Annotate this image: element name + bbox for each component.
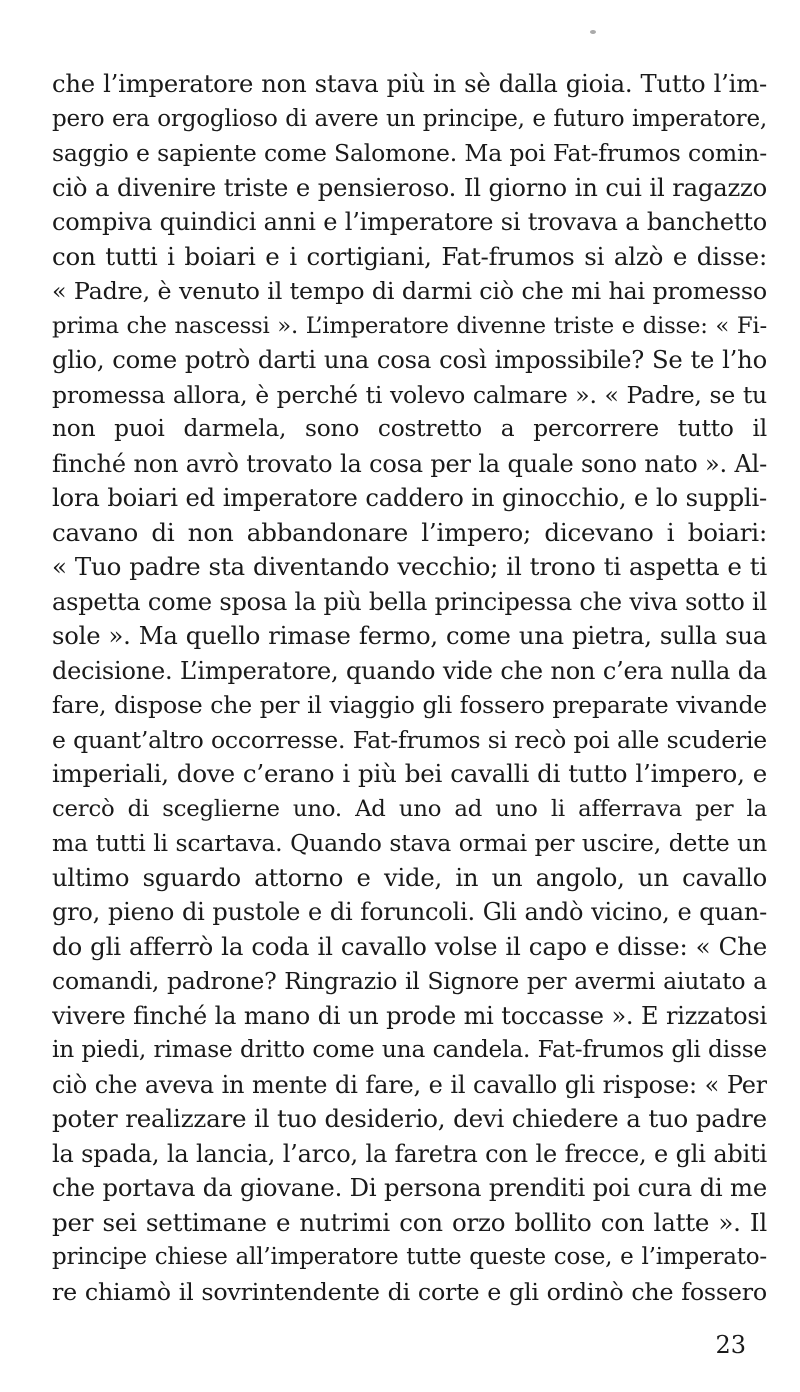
text-line: do gli afferrò la coda il cavallo volse il capo e disse: « Che — [52, 931, 767, 961]
text-line: ciò che aveva in mente di fare, e il cavallo gli rispose: « Per — [52, 1070, 767, 1099]
text-line: glio, come potrò darti una cosa così impossibile? Se te l’ho — [52, 345, 767, 374]
text-line: la spada, la lancia, l’arco, la faretra con le frecce, e gli abiti — [52, 1139, 767, 1168]
text-line: « Padre, è venuto il tempo di darmi ciò che mi hai promesso — [52, 277, 767, 305]
text-line: fare, dispose che per il viaggio gli fossero preparate vivande — [52, 691, 767, 719]
text-line: ciò a divenire triste e pensieroso. Il giorno in cui il ragazzo — [52, 172, 767, 202]
text-line: non puoi darmela, sono costretto a percorrere tutto il — [52, 415, 767, 442]
text-line: cercò di sceglierne uno. Ad uno ad uno li afferrava per la — [52, 795, 767, 822]
text-line: imperiali, dove c’erano i più bei cavalli di tutto l’impero, e — [52, 759, 767, 788]
text-line: saggio e sapiente come Salomone. Ma poi Fat-frumos comin- — [52, 139, 767, 167]
body-text — [52, 67, 767, 1309]
text-line: decisione. L’imperatore, quando vide che non c’era nulla da — [52, 656, 767, 685]
text-line: cavano di non abbandonare l’impero; dicevano i boiari: — [52, 517, 767, 547]
text-line: finché non avrò trovato la cosa per la quale sono nato ». Al- — [52, 449, 767, 478]
text-line: comandi, padrone? Ringrazio il Signore per avermi aiutato a — [52, 967, 767, 995]
text-line: che l’imperatore non stava più in sè dalla gioia. Tutto l’im- — [52, 69, 767, 98]
text-line: compiva quindici anni e l’imperatore si trovava a banchetto — [52, 208, 767, 236]
text-line: ultimo sguardo attorno e vide, in un angolo, un cavallo — [52, 862, 767, 892]
text-line: con tutti i boiari e i cortigiani, Fat-frumos si alzò e disse: — [52, 241, 767, 271]
text-line: vivere finché la mano di un prode mi toccasse ». E rizzatosi — [52, 1001, 767, 1030]
print-speck — [590, 30, 596, 34]
text-line: sole ». Ma quello rimase fermo, come una pietra, sulla sua — [52, 621, 767, 650]
text-line: aspetta come sposa la più bella principessa che viva sotto il — [52, 587, 767, 616]
text-line: per sei settimane e nutrimi con orzo bollito con latte ». Il — [52, 1207, 767, 1237]
text-line: ma tutti li scartava. Quando stava ormai per uscire, dette un — [52, 829, 767, 857]
text-line: che portava da giovane. Di persona prenditi poi cura di me — [52, 1173, 767, 1202]
text-line: « Tuo padre sta diventando vecchio; il trono ti aspetta e ti — [52, 552, 767, 581]
text-line: re chiamò il sovrintendente di corte e gli ordinò che fossero — [52, 1277, 767, 1306]
text-line: poter realizzare il tuo desiderio, devi chiedere a tuo padre — [52, 1104, 767, 1133]
text-line: pero era orgoglioso di avere un principe, e futuro imperatore, — [52, 105, 767, 132]
text-line: in piedi, rimase dritto come una candela. Fat-frumos gli disse — [52, 1036, 767, 1063]
page-number: 23 — [715, 1331, 746, 1359]
text-line: e quant’altro occorresse. Fat-frumos si recò poi alle scuderie — [52, 725, 767, 754]
text-line: gro, pieno di pustole e di foruncoli. Gli andò vicino, e quan- — [52, 898, 767, 926]
text-line: principe chiese all’imperatore tutte queste cose, e l’imperato- — [52, 1244, 767, 1270]
text-line: lora boiari ed imperatore caddero in ginocchio, e lo suppli- — [52, 483, 767, 512]
text-line: promessa allora, è perché ti volevo calmare ». « Padre, se tu — [52, 380, 767, 409]
text-line: prima che nascessi ». L’imperatore divenne triste e disse: « Fi- — [52, 312, 767, 339]
